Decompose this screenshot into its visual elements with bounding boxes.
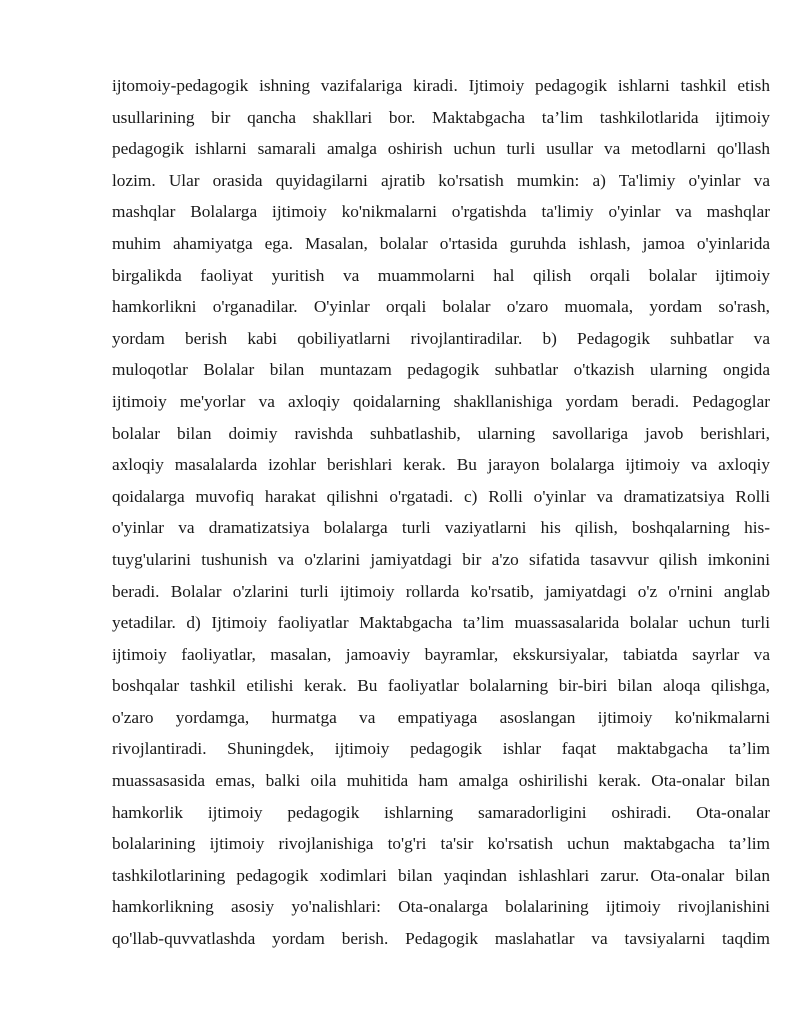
text-line-10: muloqotlar Bolalar bilan muntazam pedagogik suhbatlar o'tkazish ularning ongida [112, 360, 770, 380]
text-line-19: ijtimoiy faoliyatlar, masalan, jamoaviy bayramlar, ekskursiyalar, tabiatda sayrlar va [112, 644, 770, 664]
text-line-8: hamkorlikni o'rganadilar. O'yinlar orqali bolalar o'zaro muomala, yordam so'rash, [112, 297, 770, 317]
text-line-7: birgalikda faoliyat yuritish va muammolarni hal qilish orqali bolalar ijtimoiy [112, 265, 770, 285]
text-line-3: pedagogik ishlarni samarali amalga oshirish uchun turli usullar va metodlarni qo'llash [112, 139, 770, 159]
text-line-5: mashqlar Bolalarga ijtimoiy ko'nikmalarni o'rgatishda ta'limiy o'yinlar va mashqlar [112, 202, 770, 222]
text-line-4: lozim. Ular orasida quyidagilarni ajratib ko'rsatish mumkin: a) Ta'limiy o'yinlar va [112, 170, 770, 190]
text-line-16: tuyg'ularini tushunish va o'zlarini jamiyatdagi bir a'zo sifatida tasavvur qilish imkonini [112, 549, 770, 569]
text-line-23: muassasasida emas, balki oila muhitida ham amalga oshirilishi kerak. Ota-onalar bilan [112, 771, 770, 791]
text-line-26: tashkilotlarining pedagogik xodimlari bilan yaqindan ishlashlari zarur. Ota-onalar bilan [112, 865, 770, 885]
text-line-21: o'zaro yordamga, hurmatga va empatiyaga asoslangan ijtimoiy ko'nikmalarni [112, 707, 770, 727]
text-line-17: beradi. Bolalar o'zlarini turli ijtimoiy rollarda ko'rsatib, jamiyatdagi o'z o'rnini anglab [112, 581, 770, 601]
text-line-18: yetadilar. d) Ijtimoiy faoliyatlar Maktabgacha ta’lim muassasalarida bolalar uchun turli [112, 613, 770, 633]
text-line-15: o'yinlar va dramatizatsiya bolalarga turli vaziyatlarni his qilish, boshqalarning his- [112, 518, 770, 538]
text-line-14: qoidalarga muvofiq harakat qilishni o'rgatadi. c) Rolli o'yinlar va dramatizatsiya Rolli [112, 486, 770, 506]
text-line-12: bolalar bilan doimiy ravishda suhbatlashib, ularning savollariga javob berishlari, [112, 423, 770, 443]
text-line-1: ijtomoiy-pedagogik ishning vazifalariga kiradi. Ijtimoiy pedagogik ishlarni tashkil etish [112, 76, 770, 95]
text-line-22: rivojlantiradi. Shuningdek, ijtimoiy pedagogik ishlar faqat maktabgacha ta’lim [112, 739, 770, 759]
text-line-2: usullarining bir qancha shakllari bor. Maktabgacha ta’lim tashkilotlarida ijtimoiy [112, 107, 770, 127]
text-line-27: hamkorlikning asosiy yo'nalishlari: Ota-onalarga bolalarining ijtimoiy rivojlanishini [112, 897, 770, 917]
text-line-24: hamkorlik ijtimoiy pedagogik ishlarning samaradorligini oshiradi. Ota-onalar [112, 802, 770, 822]
text-line-20: boshqalar tashkil etilishi kerak. Bu faoliyatlar bolalarning bir-biri bilan aloqa qilishga, [112, 676, 770, 696]
text-line-6: muhim ahamiyatga ega. Masalan, bolalar o'rtasida guruhda ishlash, jamoa o'yinlarida [112, 233, 770, 253]
text-line-25: bolalarining ijtimoiy rivojlanishiga to'g'ri ta'sir ko'rsatish uchun maktabgacha ta’lim [112, 834, 770, 854]
text-line-28: qo'llab-quvvatlashda yordam berish. Pedagogik maslahatlar va tavsiyalarni taqdim [112, 929, 770, 949]
text-line-9: yordam berish kabi qobiliyatlarni rivojlantiradilar. b) Pedagogik suhbatlar va [112, 328, 770, 348]
text-line-13: axloqiy masalalarda izohlar berishlari kerak. Bu jarayon bolalarga ijtimoiy va axloqiy [112, 455, 770, 475]
body-text [112, 70, 770, 955]
text-line-11: ijtimoiy me'yorlar va axloqiy qoidalarning shakllanishiga yordam beradi. Pedagoglar [112, 391, 770, 411]
